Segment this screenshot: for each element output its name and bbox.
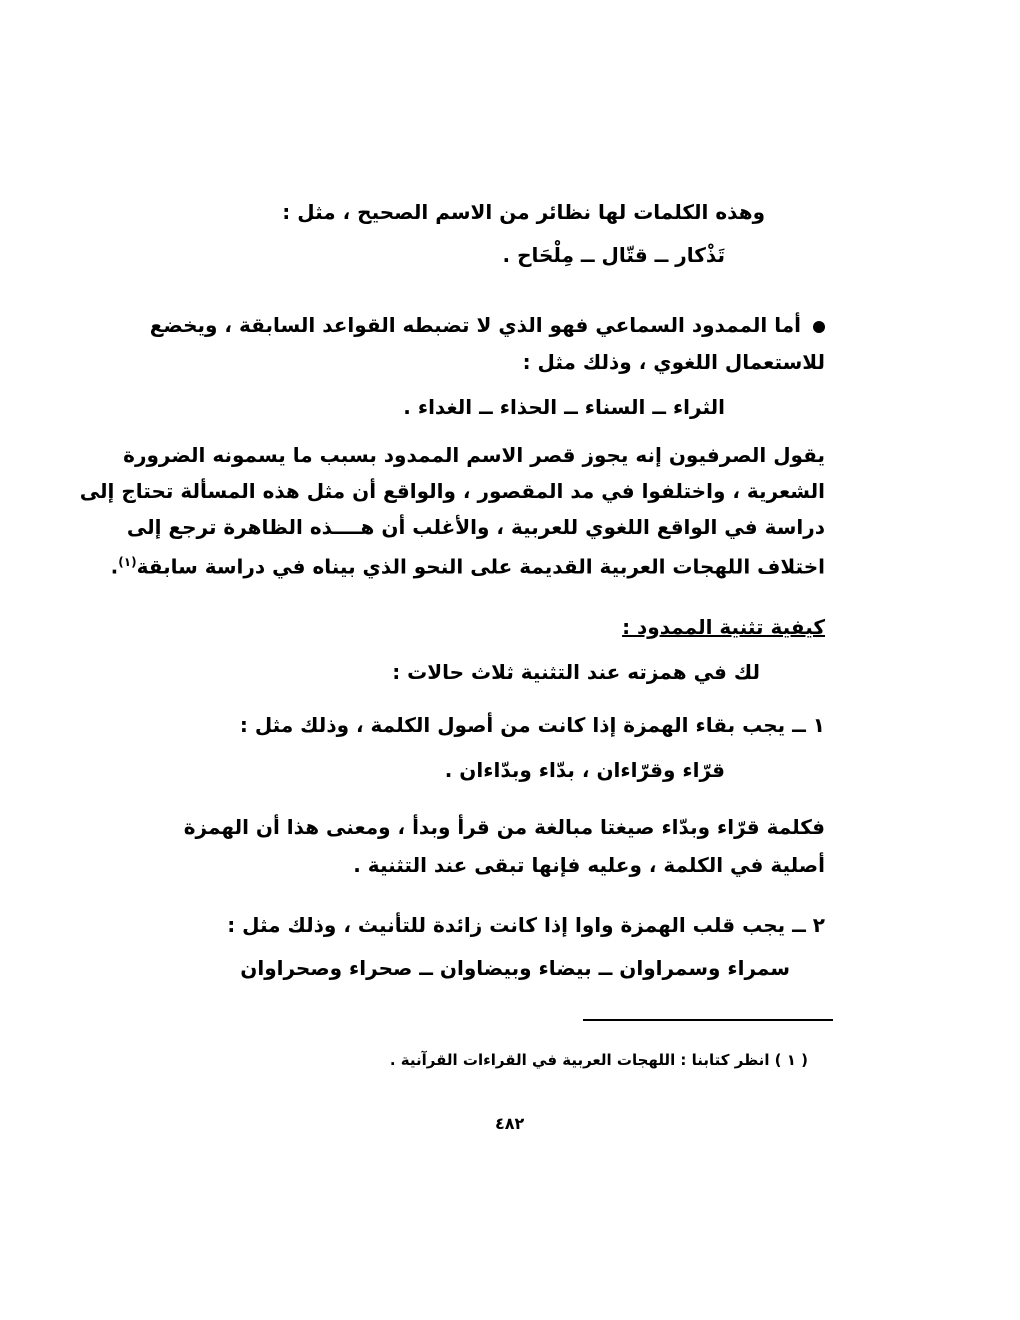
paragraph-2-line-1-text: أما الممدود السماعي فهو الذي لا تضبطه القواعد السابقة ، ويخضع [149,313,801,337]
page-number: ٤٨٢ [495,1114,525,1133]
footnote-separator [583,1019,833,1021]
paragraph-3-line-1: يقول الصرفيون إنه يجوز قصر الاسم الممدود بسبب ما يسمونه الضرورة [123,443,825,467]
rule-2-examples: سمراء وسمراوان ــ بيضاء وبيضاوان ــ صحراء وصحراوان [240,956,790,980]
paragraph-3-end: . [110,554,119,579]
bullet-icon [813,321,825,333]
paragraph-1-examples: تَذْكار ــ قتّال ــ مِلْحَاح . [502,243,725,267]
paragraph-3-line-4 [111,547,825,582]
paragraph-3-line-4-text: اختلاف اللهجات العربية القديمة على النحو الذي بيناه في دراسة سابقة [136,554,825,579]
rule-1-text: ١ ــ يجب بقاء الهمزة إذا كانت من أصول الكلمة ، وذلك مثل : [239,713,825,737]
section-heading: كيفية تثنية الممدود : [622,615,825,639]
footnote-reference[interactable]: (١) [118,555,137,569]
paragraph-3-line-2: الشعرية ، واختلفوا في مد المقصور ، والواقع أن مثل هذه المسألة تحتاج إلى [79,479,825,503]
paragraph-1-line-1: وهذه الكلمات لها نظائر من الاسم الصحيح ، مثل : [282,200,765,224]
paragraph-2-examples: الثراء ــ السناء ــ الحذاء ــ الغداء . [403,395,725,419]
paragraph-2-line-2: للاستعمال اللغوي ، وذلك مثل : [522,350,825,374]
rule-2-text: ٢ ــ يجب قلب الهمزة واوا إذا كانت زائدة للتأنيث ، وذلك مثل : [227,913,825,937]
paragraph-2-line-1 [149,310,825,340]
paragraph-4-line-1: فكلمة قرّاء وبدّاء صيغتا مبالغة من قرأ وبدأ ، ومعنى هذا أن الهمزة [183,815,825,839]
section-intro: لك في همزته عند التثنية ثلاث حالات : [392,660,760,684]
paragraph-3-line-3: دراسة في الواقع اللغوي للعربية ، والأغلب أن هــــذه الظاهرة ترجع إلى [126,515,825,539]
footnote-1: ( ١ ) انظر كتابنا : اللهجات العربية في القراءات القرآنية . [389,1051,808,1069]
paragraph-4-line-2: أصلية في الكلمة ، وعليه فإنها تبقى عند التثنية . [353,853,825,877]
rule-1-examples: قرّاء وقرّاءان ، بدّاء وبدّاءان . [444,758,725,782]
